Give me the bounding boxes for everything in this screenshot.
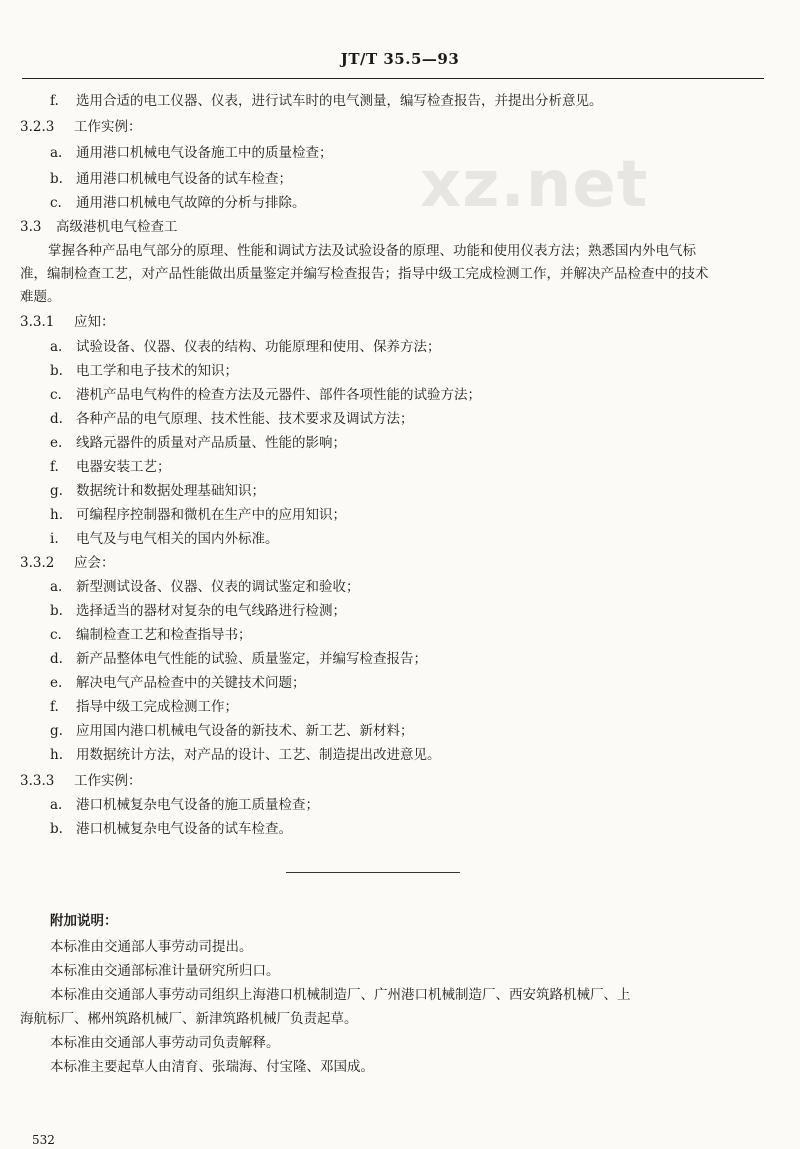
- list-item: [50, 144, 333, 162]
- list-item: [50, 362, 238, 380]
- list-item: [50, 530, 279, 548]
- item-marker: h.: [50, 507, 63, 523]
- section-number: 3.2.3: [20, 119, 55, 135]
- watermark: xz.net: [420, 148, 649, 222]
- list-item: [50, 170, 292, 188]
- item-text: 电器安装工艺；: [76, 459, 171, 475]
- list-item: [50, 506, 346, 524]
- item-marker: c.: [50, 627, 62, 643]
- item-text: 线路元器件的质量对产品质量、性能的影响；: [76, 435, 346, 451]
- section-title: 工作实例：: [74, 773, 142, 789]
- item-marker: b.: [50, 603, 63, 619]
- item-text: 港口机械复杂电气设备的施工质量检查；: [76, 797, 319, 813]
- item-marker: a.: [50, 145, 63, 161]
- note-line: 海航标厂、郴州筑路机械厂、新津筑路机械厂负责起草。: [20, 1011, 358, 1027]
- section-title: 应会：: [74, 555, 115, 571]
- item-marker: d.: [50, 411, 63, 427]
- end-divider: [286, 872, 460, 873]
- section-title: 工作实例：: [74, 119, 142, 135]
- list-item: [50, 698, 238, 716]
- list-item: [50, 650, 427, 668]
- list-item: [50, 338, 441, 356]
- item-marker: f.: [50, 699, 59, 715]
- section-title: 高级港机电气检查工: [56, 219, 178, 235]
- item-marker: h.: [50, 747, 63, 763]
- item-text: 港口机械复杂电气设备的试车检查。: [76, 821, 292, 837]
- section-heading-3-3: [20, 218, 178, 236]
- standard-code: JT/T 35.5—93: [340, 50, 460, 68]
- item-marker: g.: [50, 723, 63, 739]
- item-text: 电工学和电子技术的知识；: [76, 363, 238, 379]
- item-text: 新型测试设备、仪器、仪表的调试鉴定和验收；: [76, 579, 360, 595]
- section-heading-3-3-2: [20, 554, 115, 572]
- list-item: [50, 410, 414, 428]
- section-heading-3-2-3: [20, 118, 142, 136]
- note-line: 本标准由交通部人事劳动司组织上海港口机械制造厂、广州港口机械制造厂、西安筑路机械厂、上: [50, 987, 631, 1003]
- list-item: [50, 482, 265, 500]
- header-rule: [22, 78, 764, 79]
- item-text: 数据统计和数据处理基础知识；: [76, 483, 265, 499]
- item-text: 港机产品电气构件的检查方法及元器件、部件各项性能的试验方法；: [76, 387, 481, 403]
- item-marker: a.: [50, 797, 63, 813]
- item-text: 选择适当的器材对复杂的电气线路进行检测；: [76, 603, 346, 619]
- list-item: [50, 674, 306, 692]
- item-marker: e.: [50, 435, 63, 451]
- list-item: [50, 722, 414, 740]
- item-marker: b.: [50, 821, 63, 837]
- item-marker: i.: [50, 531, 59, 547]
- item-text: 新产品整体电气性能的试验、质量鉴定，并编写检查报告；: [76, 651, 427, 667]
- item-text: 用数据统计方法，对产品的设计、工艺、制造提出改进意见。: [76, 747, 441, 763]
- section-number: 3.3.3: [20, 773, 55, 789]
- section-heading-3-3-1: [20, 313, 115, 331]
- item-text: 试验设备、仪器、仪表的结构、功能原理和使用、保养方法；: [76, 339, 441, 355]
- item-text: 选用合适的电工仪器、仪表，进行试车时的电气测量，编写检查报告，并提出分析意见。: [76, 93, 603, 109]
- list-item: [50, 386, 481, 404]
- item-text: 各种产品的电气原理、技术性能、技术要求及调试方法；: [76, 411, 414, 427]
- item-marker: b.: [50, 171, 63, 187]
- list-item: [50, 602, 346, 620]
- item-marker: b.: [50, 363, 63, 379]
- item-text: 编制检查工艺和检查指导书；: [76, 627, 252, 643]
- page-number: 532: [32, 1133, 55, 1147]
- list-item: [50, 746, 441, 764]
- list-item: [50, 820, 292, 838]
- item-text: 可编程序控制器和微机在生产中的应用知识；: [76, 507, 346, 523]
- item-marker: a.: [50, 579, 63, 595]
- item-text: 电气及与电气相关的国内外标准。: [76, 531, 279, 547]
- list-item: [50, 434, 346, 452]
- list-item: [50, 458, 171, 476]
- item-marker: e.: [50, 675, 63, 691]
- section-number: 3.3.1: [20, 314, 55, 330]
- note-line: 本标准由交通部人事劳动司提出。: [50, 939, 253, 955]
- item-marker: f.: [50, 93, 59, 109]
- list-item: [50, 578, 360, 596]
- section-heading-3-3-3: [20, 772, 142, 790]
- item-marker: d.: [50, 651, 63, 667]
- item-marker: c.: [50, 387, 62, 403]
- item-marker: c.: [50, 195, 62, 211]
- item-text: 指导中级工完成检测工作；: [76, 699, 238, 715]
- section-paragraph: 掌握各种产品电气部分的原理、性能和调试方法及试验设备的原理、功能和使用仪表方法；熟悉国内外电气标准，编制检查工艺，对产品性能做出质量鉴定并编写检查报告；指导中级工完成检测工作，并解决产品检查中的技术难题。: [20, 243, 709, 305]
- list-item: [50, 626, 252, 644]
- section-number: 3.3: [20, 219, 42, 235]
- item-text: 解决电气产品检查中的关键技术问题；: [76, 675, 306, 691]
- section-number: 3.3.2: [20, 555, 55, 571]
- list-item: [50, 796, 319, 814]
- note-line: 本标准由交通部人事劳动司负责解释。: [50, 1035, 280, 1051]
- list-item: [50, 194, 306, 212]
- item-marker: g.: [50, 483, 63, 499]
- item-text: 通用港口机械电气设备施工中的质量检查；: [76, 145, 333, 161]
- item-text: 应用国内港口机械电气设备的新技术、新工艺、新材料；: [76, 723, 414, 739]
- item-marker: a.: [50, 339, 63, 355]
- item-text: 通用港口机械电气设备的试车检查；: [76, 171, 292, 187]
- list-item: [50, 92, 603, 110]
- notes-title: 附加说明：: [50, 913, 118, 929]
- section-title: 应知：: [74, 314, 115, 330]
- note-line: 本标准主要起草人由清育、张瑞海、付宝隆、邓国成。: [50, 1059, 374, 1075]
- note-line: 本标准由交通部标准计量研究所归口。: [50, 963, 280, 979]
- item-marker: f.: [50, 459, 59, 475]
- item-text: 通用港口机械电气故障的分析与排除。: [76, 195, 306, 211]
